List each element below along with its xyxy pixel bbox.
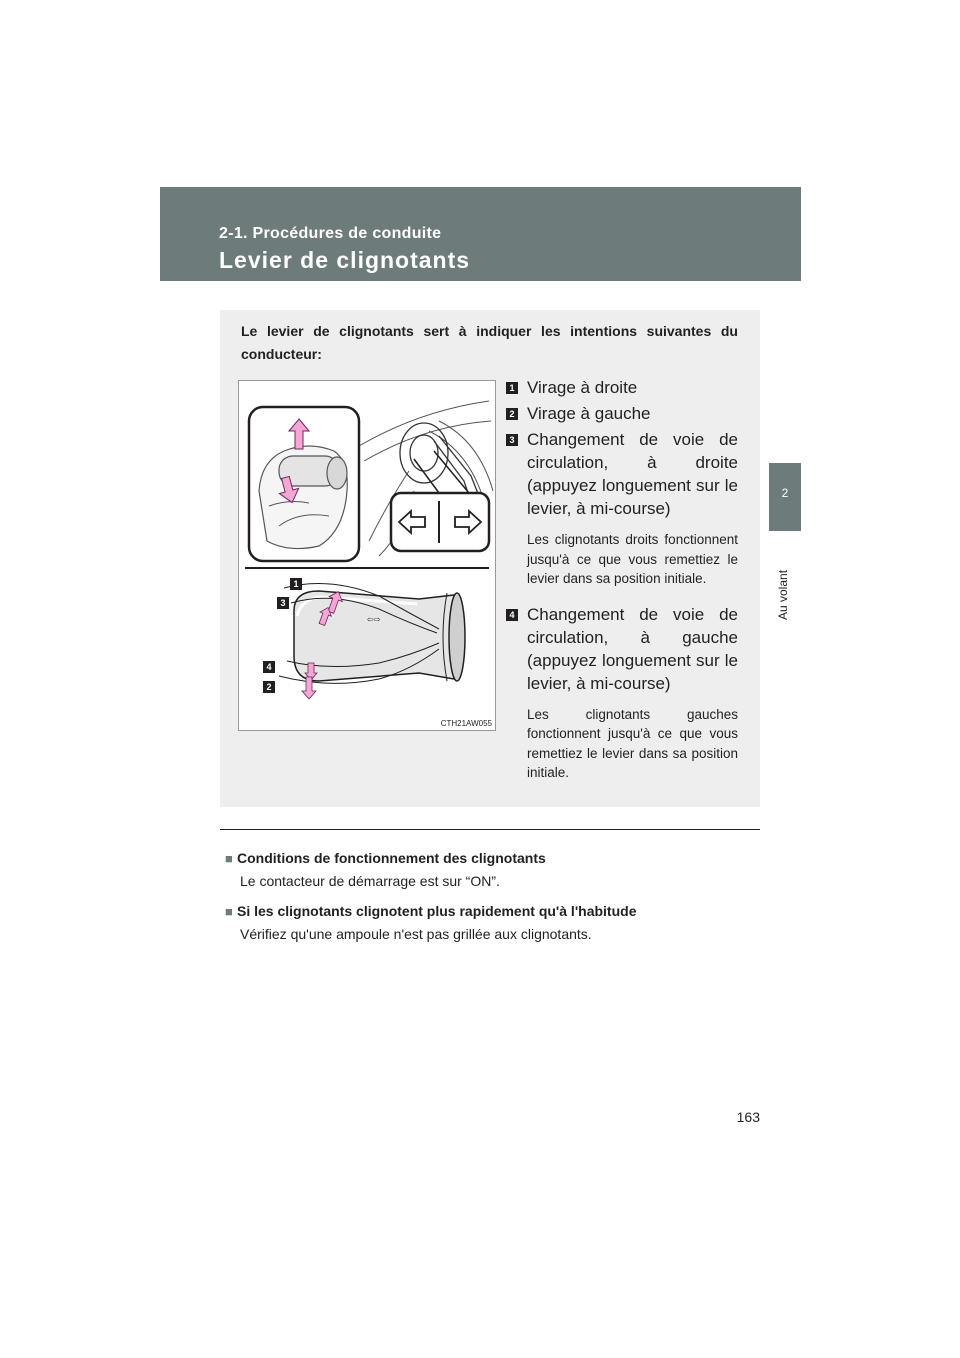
list-item [506, 402, 738, 425]
callout-4-label: 4 [266, 662, 272, 672]
figure-code: CTH21AW055 [440, 719, 492, 728]
turn-signal-figure [238, 380, 496, 731]
callout-1-label: 1 [293, 579, 299, 589]
condition-title-text: Conditions de fonctionnement des clignotants [237, 850, 546, 866]
item-note: Les clignotants gauches fonctionnent jusqu'à ce que vous remettiez le levier dans sa position initiale. [527, 706, 738, 780]
chapter-tab-number: 2 [781, 486, 789, 500]
callout-3-label: 3 [280, 598, 286, 608]
hand-inset [249, 407, 359, 561]
svg-text:⇦⇨: ⇦⇨ [367, 615, 381, 624]
square-bullet-icon: ■ [225, 851, 233, 866]
turn-signal-illustration [239, 381, 495, 730]
item-number-badge: 4 [506, 609, 518, 621]
section-title: 2-1. Procédures de conduite [219, 225, 442, 242]
condition-body: Vérifiez qu'une ampoule n'est pas grillée aux clignotants. [240, 926, 592, 942]
item-text: Changement de voie de circulation, à gauche (appuyez longuement sur le levier, à mi-course) [527, 604, 738, 693]
condition-title [225, 900, 765, 923]
item-text: Virage à gauche [527, 404, 651, 423]
list-item [506, 603, 738, 783]
condition-body: Le contacteur de démarrage est sur “ON”. [240, 873, 500, 889]
signal-list [506, 376, 738, 783]
conditions-section [225, 847, 765, 953]
condition-title [225, 847, 765, 870]
intro-text: Le levier de clignotants sert à indiquer les intentions suivantes du conducteur: [241, 323, 738, 362]
item-number-badge: 3 [506, 434, 518, 446]
arrow-inset [391, 451, 489, 551]
list-item [506, 428, 738, 589]
lever-drawing [279, 584, 465, 700]
list-item [506, 376, 738, 399]
item-number-badge: 2 [506, 408, 518, 420]
square-bullet-icon: ■ [225, 904, 233, 919]
info-box [220, 310, 760, 807]
callout-2-label: 2 [266, 682, 272, 692]
section-divider [220, 829, 760, 830]
page-number: 163 [736, 1109, 760, 1125]
condition-title-text: Si les clignotants clignotent plus rapidement qu'à l'habitude [237, 903, 637, 919]
page-title: Levier de clignotants [219, 247, 471, 273]
chapter-tab [769, 463, 801, 531]
chapter-header [160, 187, 801, 281]
item-text: Virage à droite [527, 378, 638, 397]
item-note: Les clignotants droits fonctionnent jusqu'à ce que vous remettiez le levier dans sa position initiale. [527, 532, 738, 586]
item-number-badge: 1 [506, 382, 518, 394]
item-text: Changement de voie de circulation, à droite (appuyez longuement sur le levier, à mi-course) [527, 430, 738, 518]
chapter-tab-label: Au volant [776, 569, 790, 620]
